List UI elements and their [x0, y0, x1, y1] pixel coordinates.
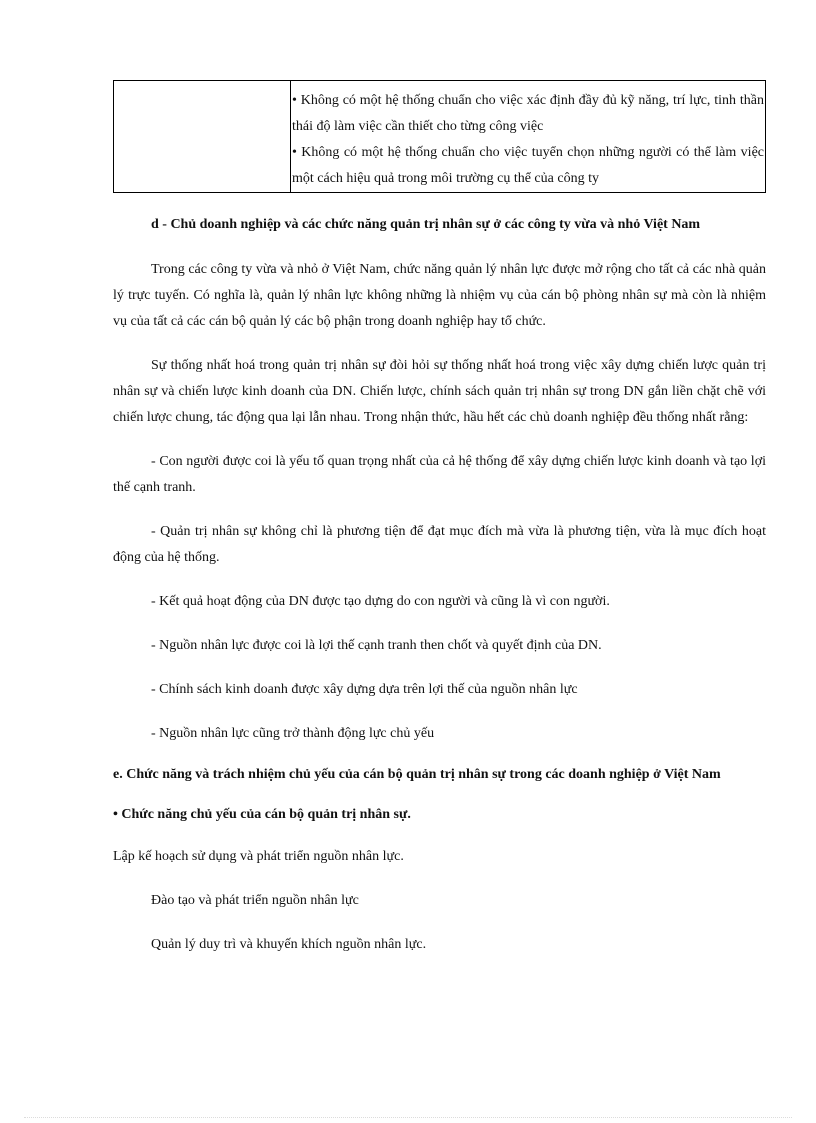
- table-cell-content: [291, 81, 766, 193]
- section-e-heading: e. Chức năng và trách nhiệm chủ yếu của cán bộ quản trị nhân sự trong các doanh nghiệp ở Việt Nam: [113, 767, 721, 782]
- list-item: - Nguồn nhân lực cũng trở thành động lực chủ yếu: [151, 726, 435, 741]
- table-cell-bullet-2: • Không có một hệ thống chuẩn cho việc tuyển chọn những người có thể làm việc một cách hiệu quả trong môi trường cụ thể của công ty: [292, 145, 764, 186]
- table-cell-empty: [114, 81, 291, 193]
- document-page: [113, 80, 766, 957]
- section-e-subheading: • Chức năng chủ yếu của cán bộ quản trị nhân sự.: [113, 807, 411, 822]
- table-row: [114, 81, 766, 193]
- section-d-heading: d - Chủ doanh nghiệp và các chức năng quản trị nhân sự ở các công ty vừa và nhỏ Việt Nam: [151, 217, 701, 232]
- list-item: - Kết quả hoạt động của DN được tạo dựng do con người và cũng là vì con người.: [151, 594, 610, 609]
- list-item: - Nguồn nhân lực được coi là lợi thế cạnh tranh then chốt và quyết định của DN.: [151, 638, 602, 653]
- table-cell-bullet-1: • Không có một hệ thống chuẩn cho việc xác định đầy đủ kỹ năng, trí lực, tinh thần thái độ làm việc cần thiết cho từng công việc: [292, 93, 764, 134]
- list-item: - Chính sách kinh doanh được xây dựng dựa trên lợi thế của nguồn nhân lực: [151, 682, 578, 697]
- continuation-table: [113, 80, 766, 193]
- section-d-paragraph-2: Sự thống nhất hoá trong quản trị nhân sự đòi hỏi sự thống nhất hoá trong việc xây dựng chiến lược quản trị nhân sự và chiến lược kinh doanh của DN. Chiến lược, chính sách quản trị nhân sự trong DN gắn liền chặt chẽ với chiến lược chung, tác động qua lại lẫn nhau. Trong nhận thức, hầu hết các chủ doanh nghiệp đều thống nhất rằng:: [113, 358, 766, 425]
- list-item: - Quản trị nhân sự không chỉ là phương tiện để đạt mục đích mà vừa là phương tiện, vừa là mục đích hoạt động của hệ thống.: [113, 524, 766, 565]
- function-line-1: Lập kế hoạch sử dụng và phát triển nguồn nhân lực.: [113, 849, 404, 864]
- function-line-3: Quản lý duy trì và khuyến khích nguồn nhân lực.: [151, 937, 427, 952]
- page-bottom-divider: [24, 1117, 792, 1118]
- list-item: - Con người được coi là yếu tố quan trọng nhất của cả hệ thống để xây dựng chiến lược kinh doanh và tạo lợi thế cạnh tranh.: [113, 454, 766, 495]
- function-line-2: Đào tạo và phát triển nguồn nhân lực: [151, 893, 359, 908]
- section-d-paragraph-1: Trong các công ty vừa và nhỏ ở Việt Nam, chức năng quản lý nhân lực được mở rộng cho tất cả các nhà quản lý trực tuyến. Có nghĩa là, quản lý nhân lực không những là nhiệm vụ của cán bộ phòng nhân sự mà còn là nhiệm vụ của tất cả các cán bộ quản lý các bộ phận trong doanh nghiệp hay tổ chức.: [113, 262, 766, 329]
